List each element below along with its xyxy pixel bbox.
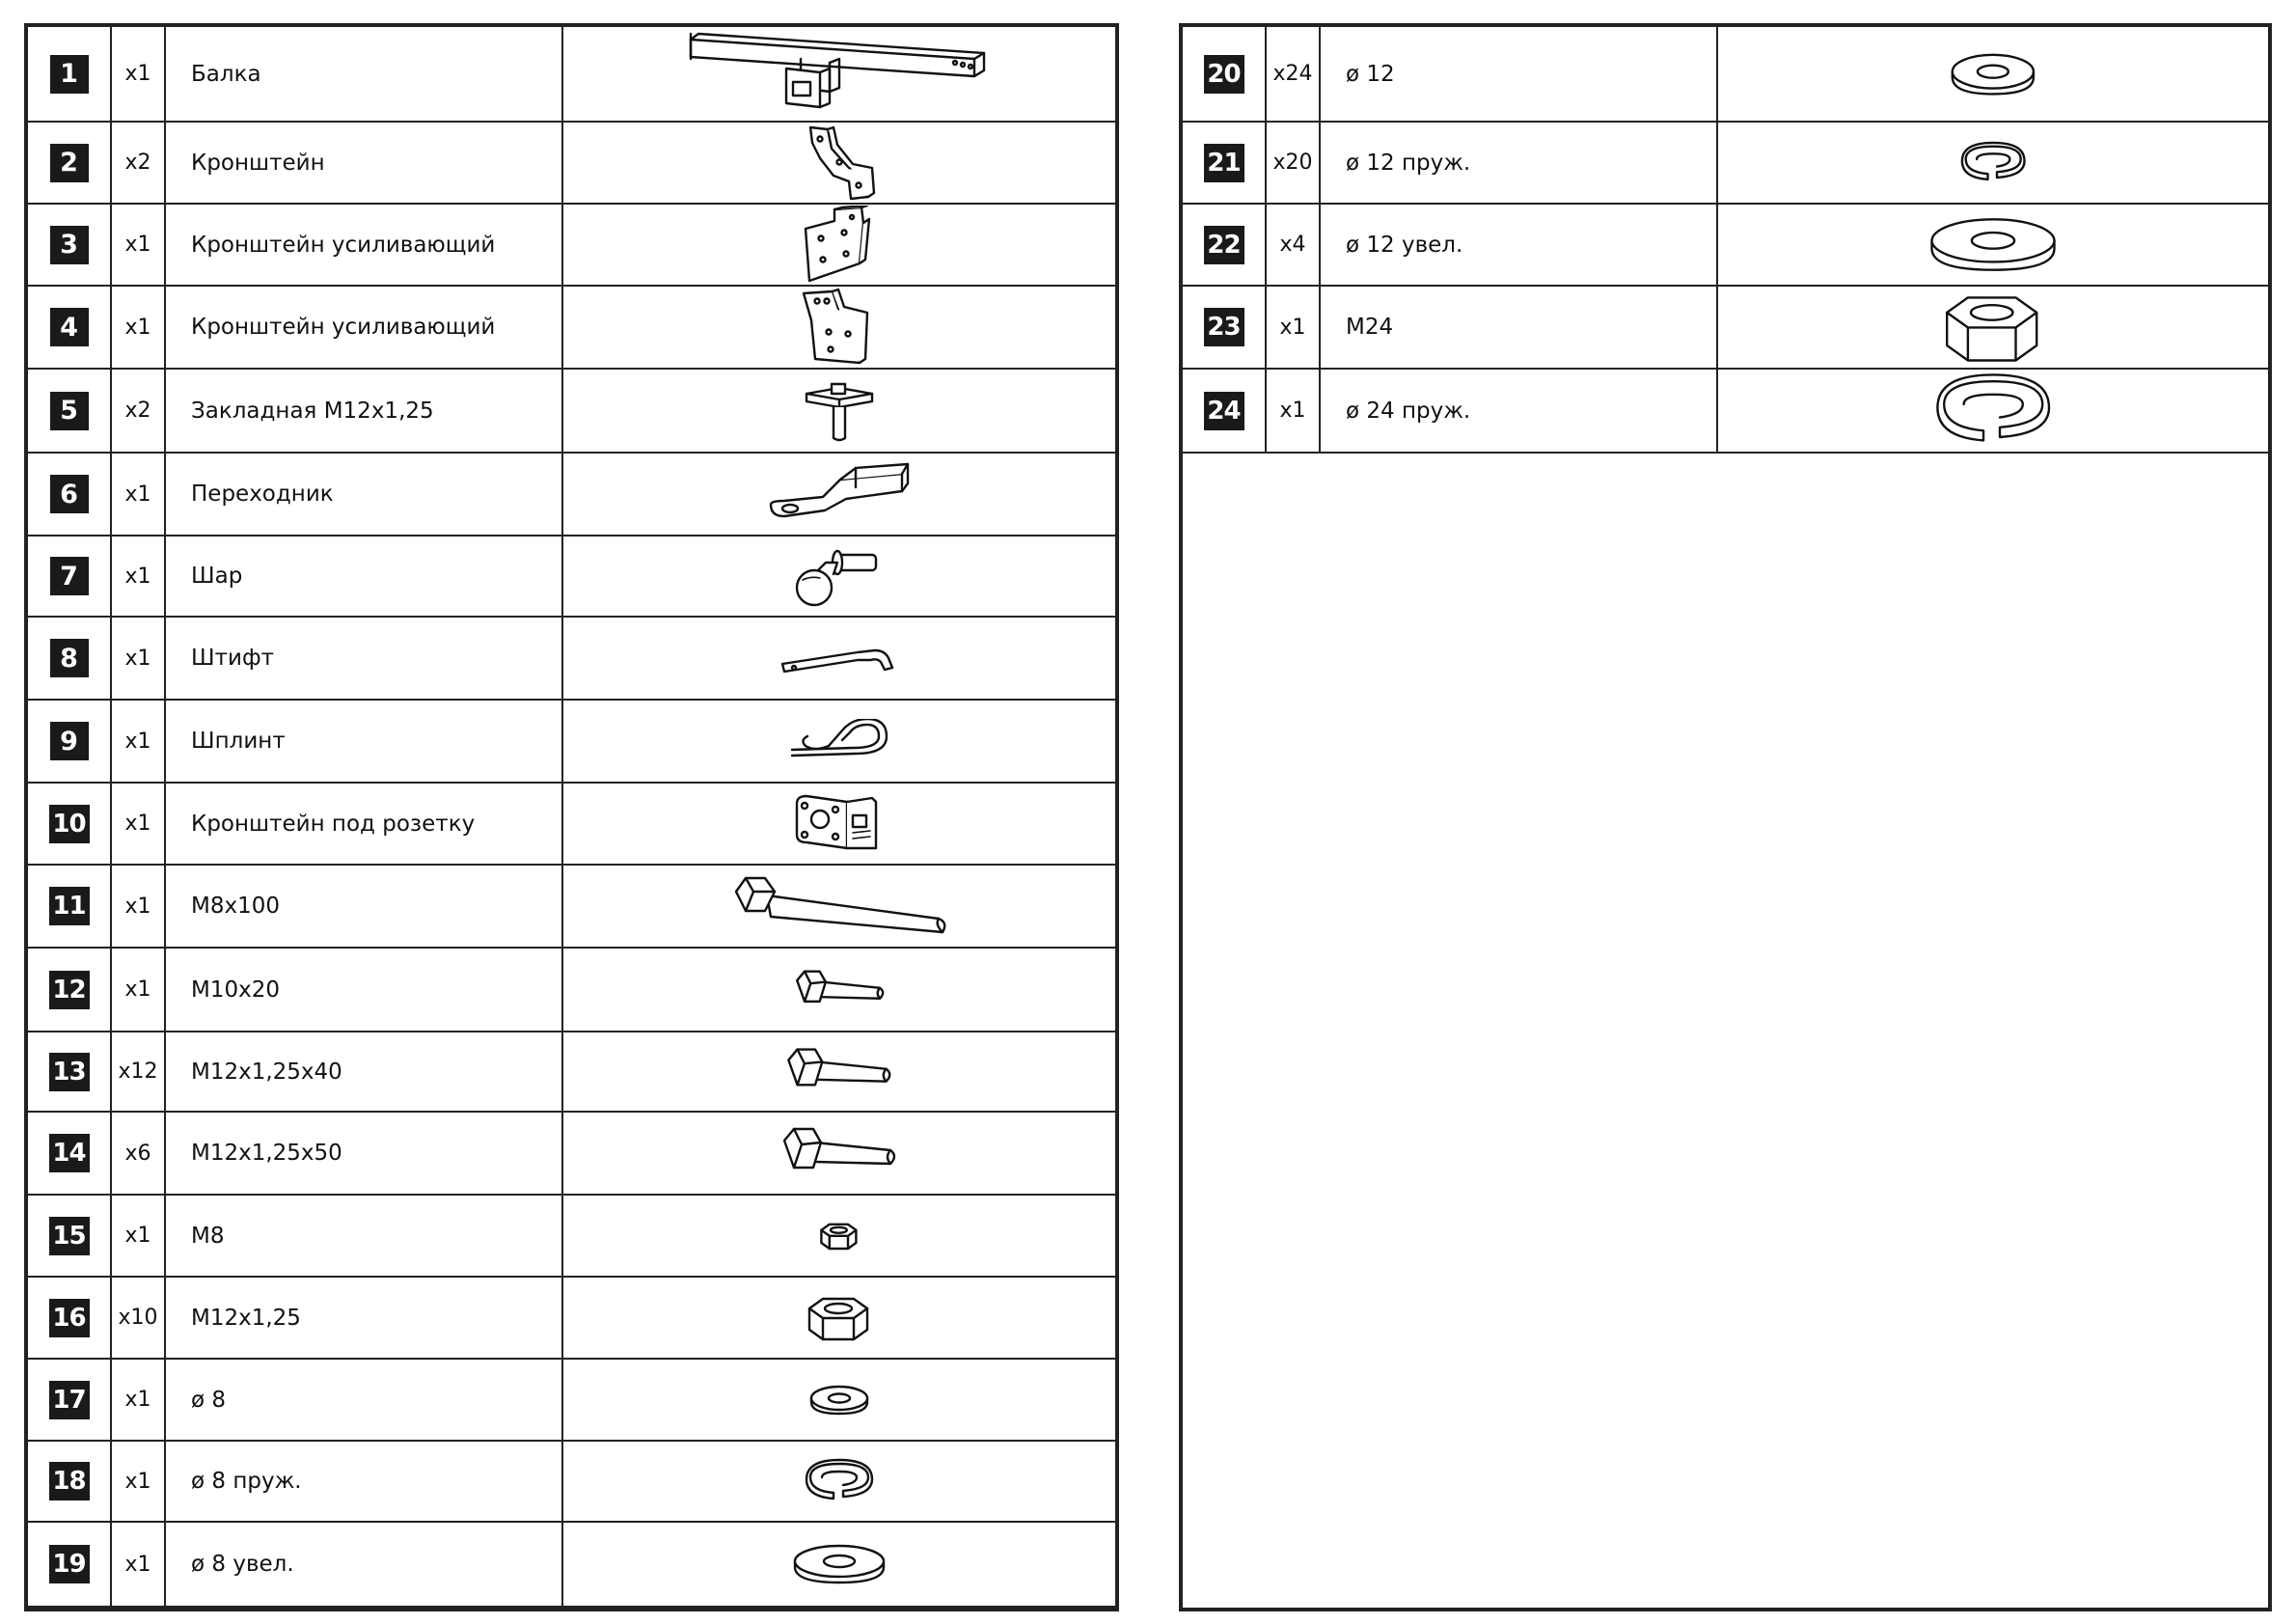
part-number-cell [1183,27,1267,121]
part-number-badge: 24 [1204,392,1244,430]
part-drawing [563,1442,1115,1521]
part-number-badge: 16 [49,1299,90,1337]
part-number-cell [28,784,112,864]
part-number-badge: 12 [49,971,90,1009]
part-drawing [563,205,1115,285]
part-number-cell [28,949,112,1031]
nut-icon [1941,286,2046,370]
part-number-badge: 4 [50,308,89,346]
parts-table-left [24,23,1119,1611]
part-drawing [1718,27,2268,121]
part-row-3 [28,205,1115,287]
part-number-badge: 14 [49,1134,90,1172]
part-number-cell [1183,287,1267,368]
part-row-21 [1183,123,2268,205]
part-name: ø 8 увел. [166,1523,563,1606]
part-drawing [563,287,1115,368]
part-row-15 [28,1196,1115,1278]
part-drawing [563,537,1115,616]
part-number-badge: 22 [1204,226,1244,264]
part-number-cell [28,1523,112,1606]
part-number-badge: 6 [50,475,89,513]
part-quantity: x4 [1267,205,1321,285]
part-row-13 [28,1032,1115,1113]
part-quantity: x1 [112,454,166,535]
washer-icon [807,1383,871,1418]
long-bolt-icon [728,872,950,940]
part-quantity: x1 [112,701,166,782]
part-number-cell [28,618,112,699]
pin-icon [777,639,902,677]
part-row-16 [28,1278,1115,1360]
large-washer-icon [791,1540,888,1588]
bolt-icon [781,1044,897,1099]
part-number-badge: 7 [50,557,89,595]
socket-bracket-icon [791,792,888,856]
part-number-badge: 19 [49,1545,90,1583]
part-number-badge: 21 [1204,144,1244,182]
part-quantity: x1 [112,287,166,368]
part-number-badge: 23 [1204,308,1244,346]
part-number-cell [1183,370,1267,452]
part-quantity: x1 [112,537,166,616]
part-quantity: x1 [112,784,166,864]
part-number-cell [28,701,112,782]
part-number-cell [28,27,112,121]
part-drawing [563,949,1115,1031]
part-name: Кронштейн усиливающий [166,205,563,285]
part-quantity: x6 [112,1113,166,1194]
part-name: Кронштейн [166,123,563,203]
part-name: М12х1,25 [166,1278,563,1358]
part-drawing [563,784,1115,864]
part-name: Переходник [166,454,563,535]
part-quantity: x1 [112,1196,166,1276]
part-number-cell [28,1278,112,1358]
part-row-8 [28,618,1115,701]
part-row-6 [28,454,1115,537]
part-quantity: x10 [112,1278,166,1358]
part-quantity: x1 [112,866,166,947]
part-number-badge: 8 [50,639,89,677]
part-number-badge: 10 [49,805,90,843]
part-number-cell [28,1196,112,1276]
nut-icon [806,1291,873,1345]
part-row-12 [28,949,1115,1032]
part-name: М8х100 [166,866,563,947]
spring-washer-icon [1960,141,2026,185]
part-number-badge: 9 [50,722,89,760]
part-number-badge: 17 [49,1381,90,1419]
part-number-badge: 13 [49,1053,90,1091]
part-drawing [563,123,1115,203]
part-quantity: x1 [112,205,166,285]
parts-table-right [1179,23,2272,1611]
bolt-icon [791,967,888,1013]
part-quantity: x1 [112,949,166,1031]
part-drawing [563,1113,1115,1194]
part-row-2 [28,123,1115,205]
part-row-19 [28,1523,1115,1608]
washer-icon [1947,49,2039,99]
tow-bar-beam-icon [685,30,994,119]
part-number-cell [28,1032,112,1111]
tow-ball-icon [791,541,888,611]
part-name: Балка [166,27,563,121]
part-name: Шар [166,537,563,616]
part-row-9 [28,701,1115,784]
part-drawing [563,1032,1115,1111]
spring-washer-icon [805,1458,874,1504]
part-quantity: x1 [112,27,166,121]
part-number-badge: 20 [1204,55,1244,94]
part-row-1 [28,27,1115,123]
part-row-18 [28,1442,1115,1523]
part-quantity: x1 [112,1523,166,1606]
part-number-cell [28,205,112,285]
part-row-11 [28,866,1115,949]
part-number-cell [28,370,112,452]
part-row-7 [28,537,1115,618]
part-name: ø 12 пруж. [1321,123,1718,203]
part-drawing [563,1278,1115,1358]
bracket-icon [791,124,888,203]
reinforcing-bracket-icon [796,288,883,367]
part-name: ø 8 пруж. [166,1442,563,1521]
part-row-5 [28,370,1115,454]
part-drawing [1718,370,2268,452]
part-row-17 [28,1360,1115,1442]
part-number-cell [28,866,112,947]
part-number-cell [28,454,112,535]
part-number-badge: 5 [50,392,89,430]
part-quantity: x1 [112,618,166,699]
part-drawing [563,27,1115,121]
part-name: Кронштейн усиливающий [166,287,563,368]
part-row-23 [1183,287,2268,370]
part-drawing [563,1360,1115,1440]
part-name: Закладная М12х1,25 [166,370,563,452]
nut-icon [819,1220,860,1252]
part-number-badge: 2 [50,144,89,182]
part-drawing [563,370,1115,452]
part-quantity: x1 [1267,370,1321,452]
part-row-14 [28,1113,1115,1196]
part-name: ø 8 [166,1360,563,1440]
part-number-cell [28,287,112,368]
part-number-badge: 15 [49,1217,90,1255]
part-row-4 [28,287,1115,370]
cotter-pin-icon [786,719,892,763]
part-name: М10х20 [166,949,563,1031]
reinforcing-bracket-icon [796,206,883,285]
part-number-badge: 1 [50,55,89,94]
part-name: М12х1,25х50 [166,1113,563,1194]
part-number-cell [28,1360,112,1440]
part-name: Кронштейн под розетку [166,784,563,864]
part-number-badge: 18 [49,1462,90,1500]
part-number-badge: 3 [50,226,89,264]
part-row-10 [28,784,1115,866]
part-drawing [563,1523,1115,1606]
part-name: Штифт [166,618,563,699]
part-number-cell [1183,123,1267,203]
part-name: М12х1,25х40 [166,1032,563,1111]
part-quantity: x12 [112,1032,166,1111]
part-number-cell [28,1442,112,1521]
part-row-24 [1183,370,2268,454]
part-name: Шплинт [166,701,563,782]
part-quantity: x1 [112,1442,166,1521]
part-quantity: x2 [112,370,166,452]
large-washer-icon [1927,211,2060,278]
part-name: М8 [166,1196,563,1276]
part-row-22 [1183,205,2268,287]
adapter-icon [767,462,912,526]
part-quantity: x24 [1267,27,1321,121]
part-drawing [563,866,1115,947]
part-quantity: x1 [112,1360,166,1440]
part-number-cell [28,1113,112,1194]
part-drawing [1718,287,2268,368]
part-number-badge: 11 [49,887,90,925]
part-name: ø 12 увел. [1321,205,1718,285]
part-drawing [563,1196,1115,1276]
bolt-icon [777,1123,902,1183]
part-name: М24 [1321,287,1718,368]
part-quantity: x1 [1267,287,1321,368]
part-row-20 [1183,27,2268,123]
part-drawing [563,618,1115,699]
part-quantity: x2 [112,123,166,203]
part-name: ø 24 пруж. [1321,370,1718,452]
part-drawing [1718,123,2268,203]
embedded-plate-bolt-icon [801,376,878,446]
part-drawing [563,454,1115,535]
part-number-cell [28,123,112,203]
part-drawing [1718,205,2268,285]
part-quantity: x20 [1267,123,1321,203]
part-drawing [563,701,1115,782]
spring-washer-icon [1934,372,2052,451]
part-number-cell [28,537,112,616]
part-number-cell [1183,205,1267,285]
part-name: ø 12 [1321,27,1718,121]
